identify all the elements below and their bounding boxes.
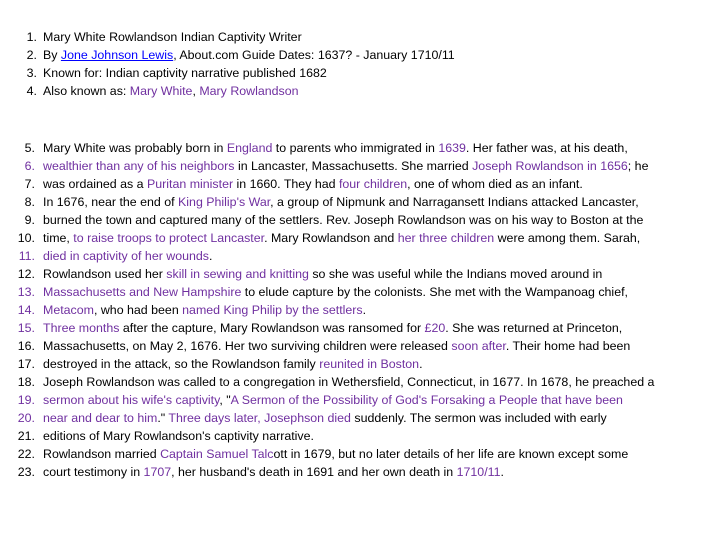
line-text: [43, 409, 607, 427]
text-segment: after the capture, Mary Rowlandson was ransomed for: [119, 321, 425, 335]
text-segment: , one of whom died as an infant.: [407, 177, 583, 191]
list-item: [0, 229, 654, 247]
highlighted-text: four children: [338, 177, 408, 191]
text-segment: suddenly. The sermon was included with early: [350, 411, 607, 425]
line-text: [43, 427, 314, 445]
line-number: 1.: [26, 30, 37, 44]
text-segment: in Lancaster, Massachusetts. She married: [234, 159, 473, 173]
highlighted-text: sermon about his wife's captivity: [43, 393, 220, 407]
list-item: [0, 409, 654, 427]
text-segment: Mary White was probably born in: [43, 141, 227, 155]
line-number: 8.: [24, 195, 35, 209]
list-item: [0, 445, 654, 463]
line-number: 16.: [17, 339, 35, 353]
line-text: [43, 139, 628, 157]
text-segment: . Their home had been: [505, 339, 631, 353]
list-item: [0, 157, 654, 175]
highlighted-text: 1639: [438, 141, 466, 155]
text-segment: Rowlandson used her: [43, 267, 167, 281]
line-text: [43, 247, 212, 265]
line-number: 10.: [17, 231, 35, 245]
line-number: 15.: [17, 321, 35, 335]
highlighted-text: Puritan minister: [147, 177, 234, 191]
list-item: [0, 175, 654, 193]
list-item: [0, 301, 654, 319]
highlighted-text: wealthier than any of his neighbors: [43, 159, 235, 173]
line-text: [43, 355, 423, 373]
line-number: 5.: [24, 141, 35, 155]
text-segment: were among them. Sarah,: [494, 231, 641, 245]
line-text: [43, 301, 366, 319]
list-item: [0, 28, 455, 46]
line-number: 13.: [17, 285, 35, 299]
list-item: [0, 463, 654, 481]
text-segment: Known for: Indian captivity narrative published 1682: [43, 66, 327, 80]
intro-list: [0, 28, 455, 100]
text-segment: , who had been: [93, 303, 183, 317]
list-item: [0, 139, 654, 157]
highlighted-text: A Sermon of the Possibility of God's Forsaking a People that have been: [230, 393, 623, 407]
line-number: 19.: [17, 393, 35, 407]
text-segment: .: [500, 465, 504, 479]
highlighted-text: England: [226, 141, 273, 155]
line-number: 18.: [17, 375, 35, 389]
highlighted-text: Captain Samuel Talc: [160, 447, 274, 461]
list-item: [0, 355, 654, 373]
highlighted-text: Mary White: [129, 84, 193, 98]
text-segment: burned the town and captured many of the settlers. Rev. Joseph Rowlandson was on his way to Boston at the: [43, 213, 644, 227]
text-segment: editions of Mary Rowlandson's captivity narrative.: [43, 429, 314, 443]
list-item: [0, 265, 654, 283]
line-number: 3.: [26, 66, 37, 80]
list-item: [0, 211, 654, 229]
list-item: [0, 427, 654, 445]
line-number: 22.: [17, 447, 35, 461]
line-number: 11.: [18, 249, 35, 263]
text-segment: . She was returned at Princeton,: [445, 321, 623, 335]
highlighted-text: soon after: [451, 339, 506, 353]
line-text: [43, 229, 640, 247]
text-segment: In 1676, near the end of: [43, 195, 179, 209]
text-segment: was ordained as a: [43, 177, 148, 191]
highlighted-text: near and dear to him: [43, 411, 158, 425]
list-item: [0, 283, 654, 301]
list-item: [0, 337, 654, 355]
text-segment: .: [209, 249, 213, 263]
line-text: [43, 175, 583, 193]
text-segment: ott in 1679, but no later details of her life are known except some: [273, 447, 629, 461]
line-number: 20.: [17, 411, 35, 425]
line-text: [43, 445, 628, 463]
text-segment: . Her father was, at his death,: [465, 141, 628, 155]
text-segment: .": [157, 411, 169, 425]
author-link[interactable]: Jone Johnson Lewis: [60, 48, 174, 62]
highlighted-text: her three children: [397, 231, 495, 245]
text-segment: . Mary Rowlandson and: [264, 231, 398, 245]
line-text: [43, 373, 654, 391]
line-number: 9.: [24, 213, 35, 227]
text-segment: time,: [43, 231, 74, 245]
highlighted-text: Massachusetts and New Hampshire: [43, 285, 242, 299]
line-number: 14.: [17, 303, 35, 317]
text-segment: so she was useful while the Indians moved around in: [308, 267, 603, 281]
list-item: [0, 373, 654, 391]
text-segment: , a group of Nipmunk and Narragansett Indians attacked Lancaster,: [270, 195, 639, 209]
text-segment: , her husband's death in 1691 and her own death in: [171, 465, 457, 479]
highlighted-text: Three days later, Josephson died: [168, 411, 351, 425]
line-text: [43, 46, 455, 64]
text-segment: to parents who immigrated in: [272, 141, 439, 155]
list-item: [0, 46, 455, 64]
list-item: [0, 64, 455, 82]
highlighted-text: 1710/11: [456, 465, 501, 479]
text-segment: ; he: [627, 159, 649, 173]
text-segment: destroyed in the attack, so the Rowlandson family: [43, 357, 320, 371]
line-text: [43, 337, 630, 355]
text-segment: ,: [192, 84, 200, 98]
highlighted-text: 1707: [143, 465, 172, 479]
line-text: [43, 193, 639, 211]
line-text: [43, 157, 648, 175]
text-segment: in 1660. They had: [233, 177, 339, 191]
line-number: 23.: [17, 465, 35, 479]
list-item: [0, 193, 654, 211]
line-number: 6.: [24, 159, 35, 173]
line-number: 2.: [26, 48, 37, 62]
text-segment: Massachusetts, on May 2, 1676. Her two surviving children were released: [43, 339, 452, 353]
list-item: [0, 319, 654, 337]
highlighted-text: Mary Rowlandson: [199, 84, 299, 98]
text-segment: By: [43, 48, 61, 62]
text-segment: .: [419, 357, 423, 371]
line-text: [43, 319, 622, 337]
line-text: [43, 211, 643, 229]
highlighted-text: named King Philip by the settlers: [182, 303, 363, 317]
text-segment: Mary White Rowlandson Indian Captivity Writer: [43, 30, 302, 44]
highlighted-text: Three months: [43, 321, 120, 335]
line-text: [43, 283, 628, 301]
highlighted-text: died in captivity of her wounds: [43, 249, 209, 263]
line-number: 17.: [17, 357, 35, 371]
highlighted-text: skill in sewing and knitting: [166, 267, 309, 281]
line-text: [43, 64, 327, 82]
line-number: 4.: [26, 84, 37, 98]
text-segment: court testimony in: [43, 465, 144, 479]
text-segment: .: [362, 303, 367, 317]
list-item: [0, 247, 654, 265]
highlighted-text: Joseph Rowlandson in 1656: [472, 159, 628, 173]
text-segment: to elude capture by the colonists. She met with the Wampanoag chief,: [241, 285, 628, 299]
text-segment: , ": [219, 393, 231, 407]
text-segment: :: [122, 84, 130, 98]
biography-list: [0, 139, 654, 481]
line-number: 21.: [17, 429, 35, 443]
highlighted-text: King Philip's War: [178, 195, 271, 209]
text-segment: Rowlandson married: [43, 447, 161, 461]
list-item: [0, 82, 455, 100]
highlighted-text: £20: [424, 321, 446, 335]
line-text: [43, 82, 299, 100]
line-number: 12.: [17, 267, 35, 281]
list-item: [0, 391, 654, 409]
highlighted-text: to raise troops to protect Lancaster: [73, 231, 265, 245]
highlighted-text: Metacom: [43, 303, 94, 317]
highlighted-text: reunited in Boston: [319, 357, 420, 371]
text-segment: Joseph Rowlandson was called to a congregation in Wethersfield, Connecticut, in 1677. In 1678, he preached a: [43, 375, 655, 389]
text-segment: Also known as: [43, 84, 123, 98]
line-text: [43, 265, 602, 283]
line-number: 7.: [24, 177, 35, 191]
text-segment: , About.com Guide Dates: 1637? - January 1710/11: [173, 48, 455, 62]
line-text: [43, 28, 302, 46]
line-text: [43, 463, 504, 481]
line-text: [43, 391, 623, 409]
